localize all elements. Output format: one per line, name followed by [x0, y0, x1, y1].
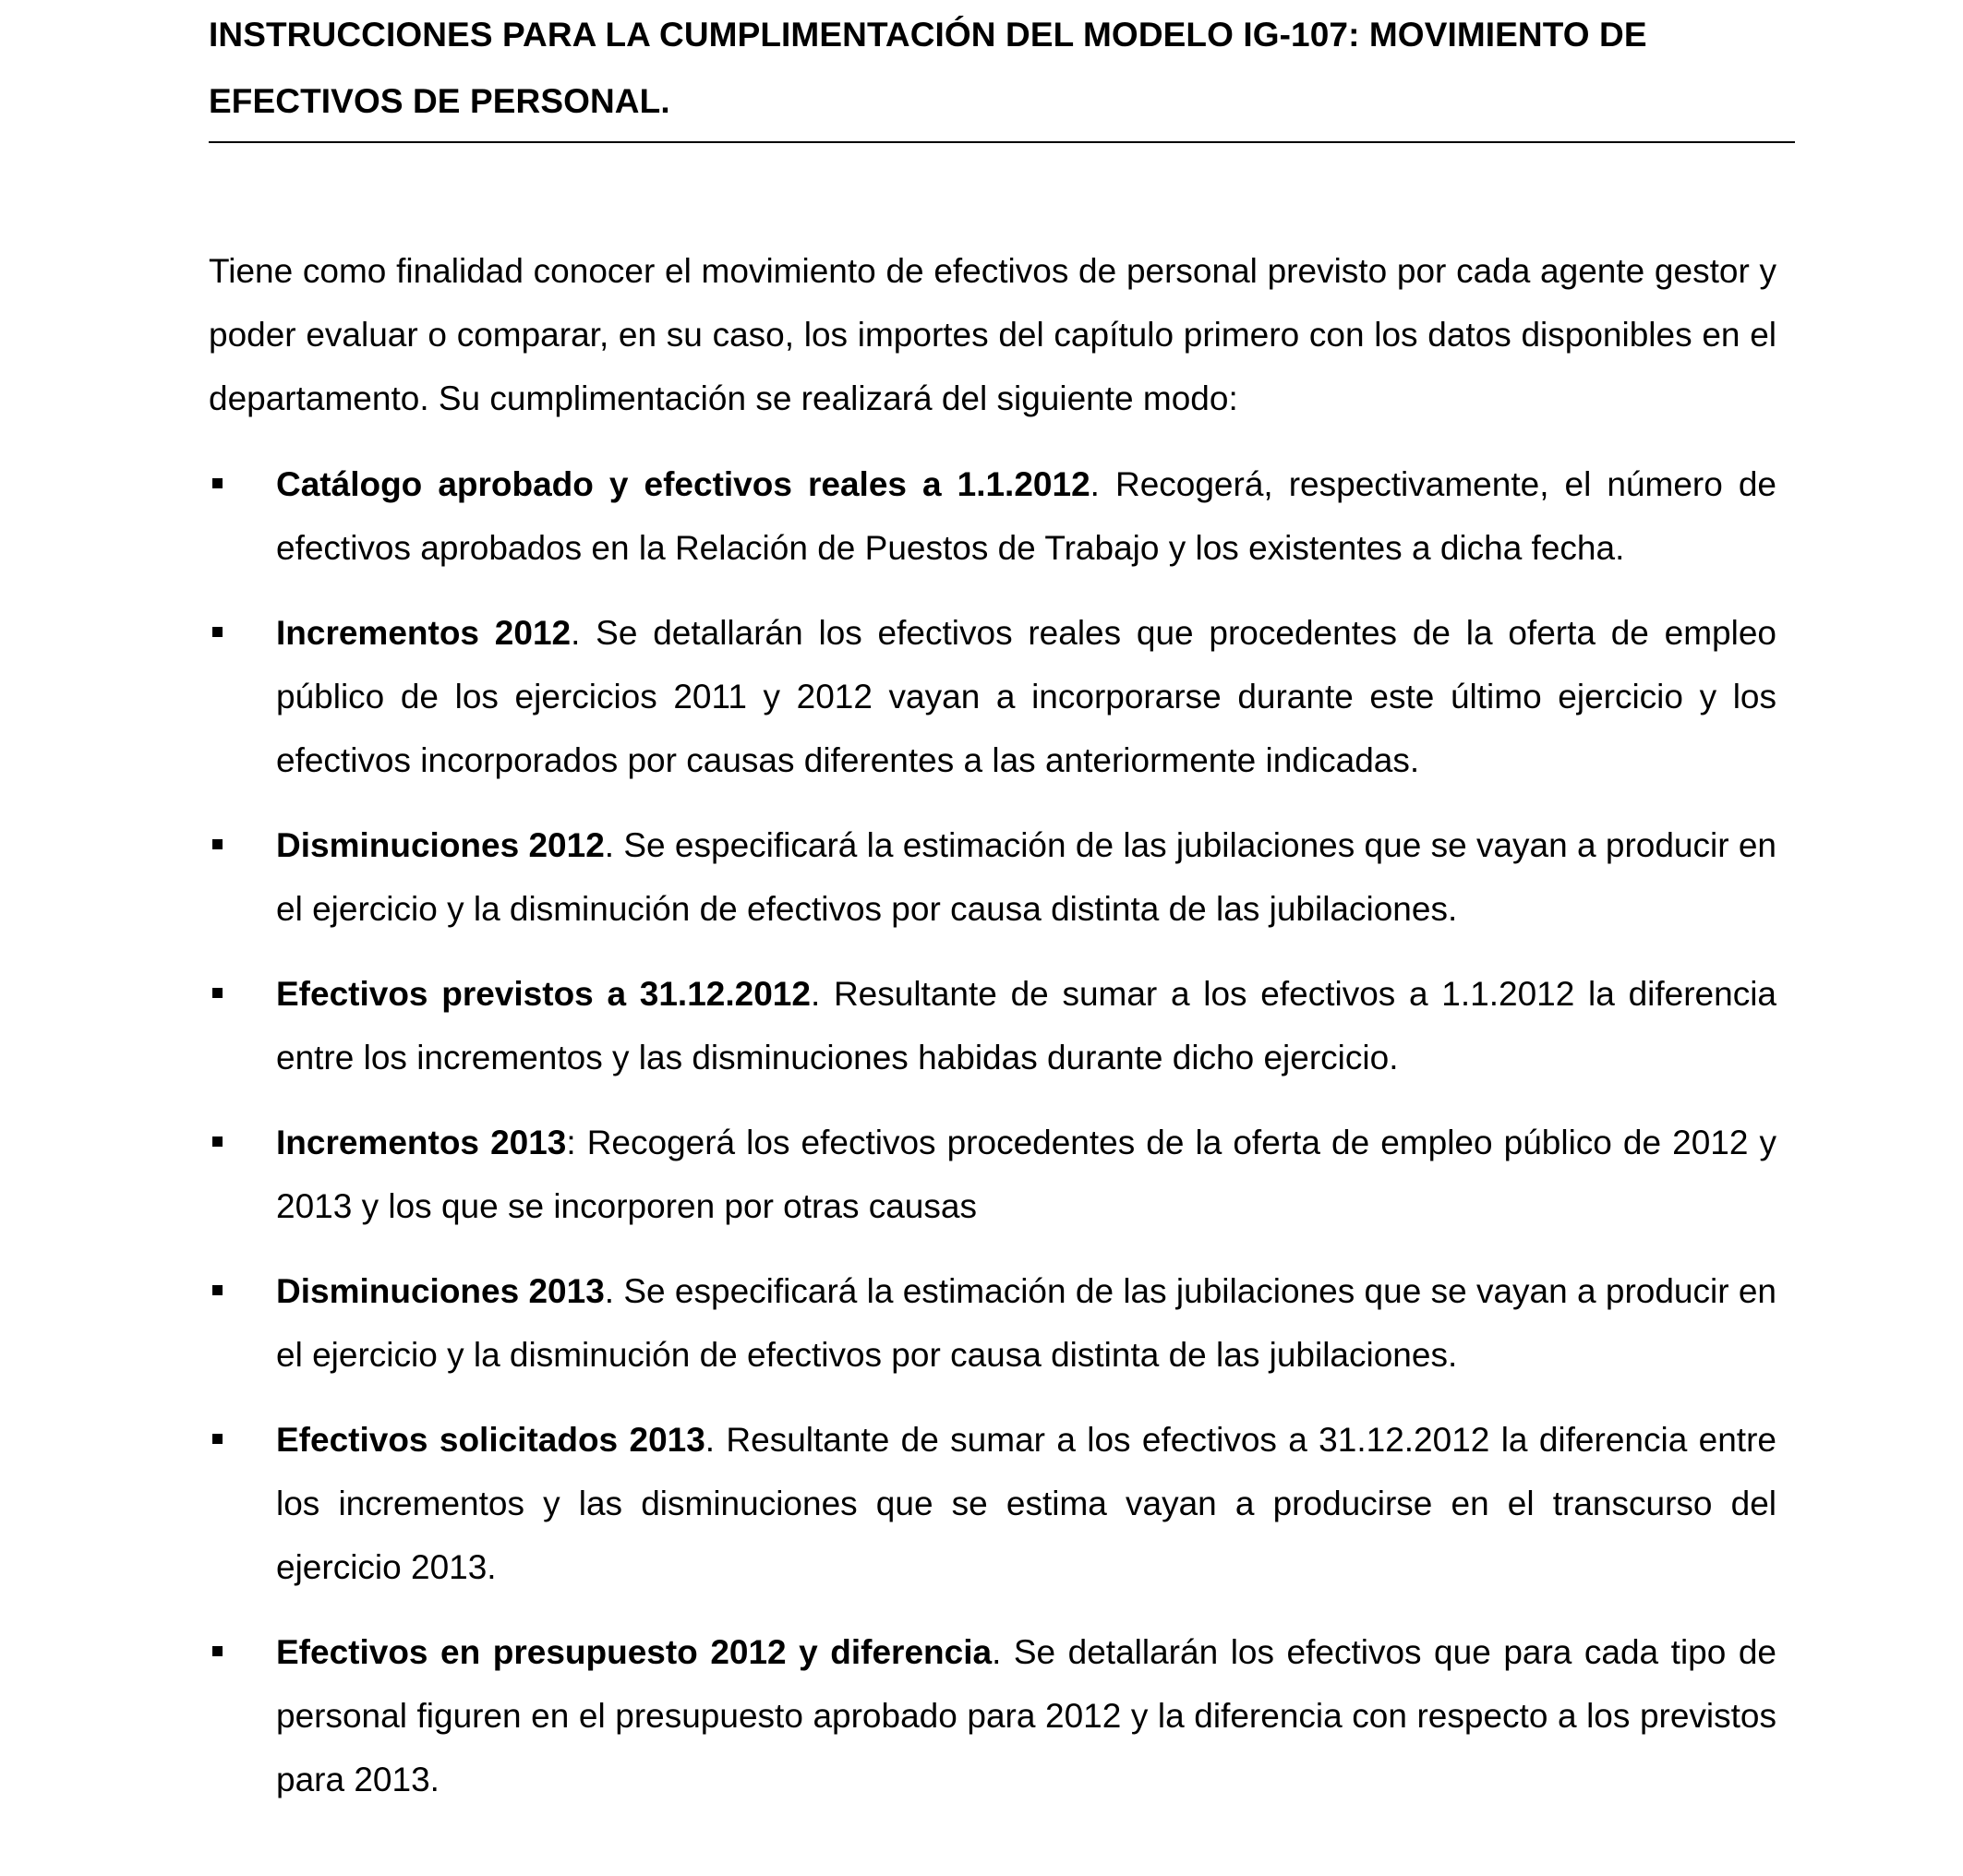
item-text: . Resultante de sumar a los efectivos a 1.1.2012 la diferencia entre los incrementos y las disminuciones habidas durante dicho ejercicio.: [276, 975, 1777, 1076]
item-term: Efectivos previstos a 31.12.2012: [276, 975, 811, 1013]
item-text: . Se especificará la estimación de las jubilaciones que se vayan a producir en el ejercicio y la disminución de efectivos por causa distinta de las jubilaciones.: [276, 826, 1776, 928]
square-bullet-icon: [212, 988, 223, 998]
list-item: [209, 601, 1776, 792]
intro-paragraph: Tiene como finalidad conocer el movimiento de efectivos de personal previsto por cada agente gestor y poder evaluar o comparar, en su caso, los importes del capítulo primero con los datos disponibles en el departamento. Su cumplimentación se realizará del siguiente modo:: [209, 252, 1776, 417]
list-item: [209, 452, 1776, 580]
item-text: : Recogerá los efectivos procedentes de la oferta de empleo público de 2012 y 2013 y los que se incorporen por otras causas: [276, 1124, 1776, 1225]
list-item: [209, 1620, 1776, 1811]
item-text: . Recogerá, respectivamente, el número de efectivos aprobados en la Relación de Puestos de Trabajo y los existentes a dicha fecha.: [276, 465, 1776, 567]
item-text: . Se detallarán los efectivos que para cada tipo de personal figuren en el presupuesto aprobado para 2012 y la diferencia con respecto a los previstos para 2013.: [276, 1633, 1777, 1798]
square-bullet-icon: [212, 627, 223, 637]
square-bullet-icon: [212, 1646, 223, 1656]
item-text: . Se detallarán los efectivos reales que procedentes de la oferta de empleo público de los ejercicios 2011 y 2012 vayan a incorporarse durante este último ejercicio y los efectivos incorporados por causas diferentes a las anteriormente indicadas.: [276, 614, 1777, 779]
title-divider: [209, 141, 1795, 143]
document-title: INSTRUCCIONES PARA LA CUMPLIMENTACIÓN DEL MODELO IG-107: MOVIMIENTO DE EFECTIVOS DE PERSONAL.: [209, 16, 1647, 120]
list-item: [209, 1111, 1776, 1238]
list-item: [209, 962, 1776, 1089]
list-item: [209, 1408, 1776, 1599]
item-term: Incrementos 2013: [276, 1124, 567, 1161]
square-bullet-icon: [212, 1136, 223, 1147]
square-bullet-icon: [212, 1285, 223, 1295]
item-term: Incrementos 2012: [276, 614, 572, 652]
list-item: [209, 1259, 1776, 1387]
item-term: Disminuciones 2012: [276, 826, 605, 864]
item-term: Disminuciones 2013: [276, 1272, 605, 1310]
item-text: . Se especificará la estimación de las jubilaciones que se vayan a producir en el ejercicio y la disminución de efectivos por causa distinta de las jubilaciones.: [276, 1272, 1776, 1374]
instruction-list: [209, 452, 1776, 1833]
item-term: Catálogo aprobado y efectivos reales a 1.1.2012: [276, 465, 1090, 503]
square-bullet-icon: [212, 839, 223, 849]
square-bullet-icon: [212, 478, 223, 488]
list-item: [209, 813, 1776, 941]
item-text: . Resultante de sumar a los efectivos a 31.12.2012 la diferencia entre los incrementos y las disminuciones que se estima vayan a producirse en el transcurso del ejercicio 2013.: [276, 1421, 1776, 1586]
square-bullet-icon: [212, 1434, 223, 1444]
item-term: Efectivos en presupuesto 2012 y diferencia: [276, 1633, 993, 1671]
item-term: Efectivos solicitados 2013: [276, 1421, 705, 1459]
